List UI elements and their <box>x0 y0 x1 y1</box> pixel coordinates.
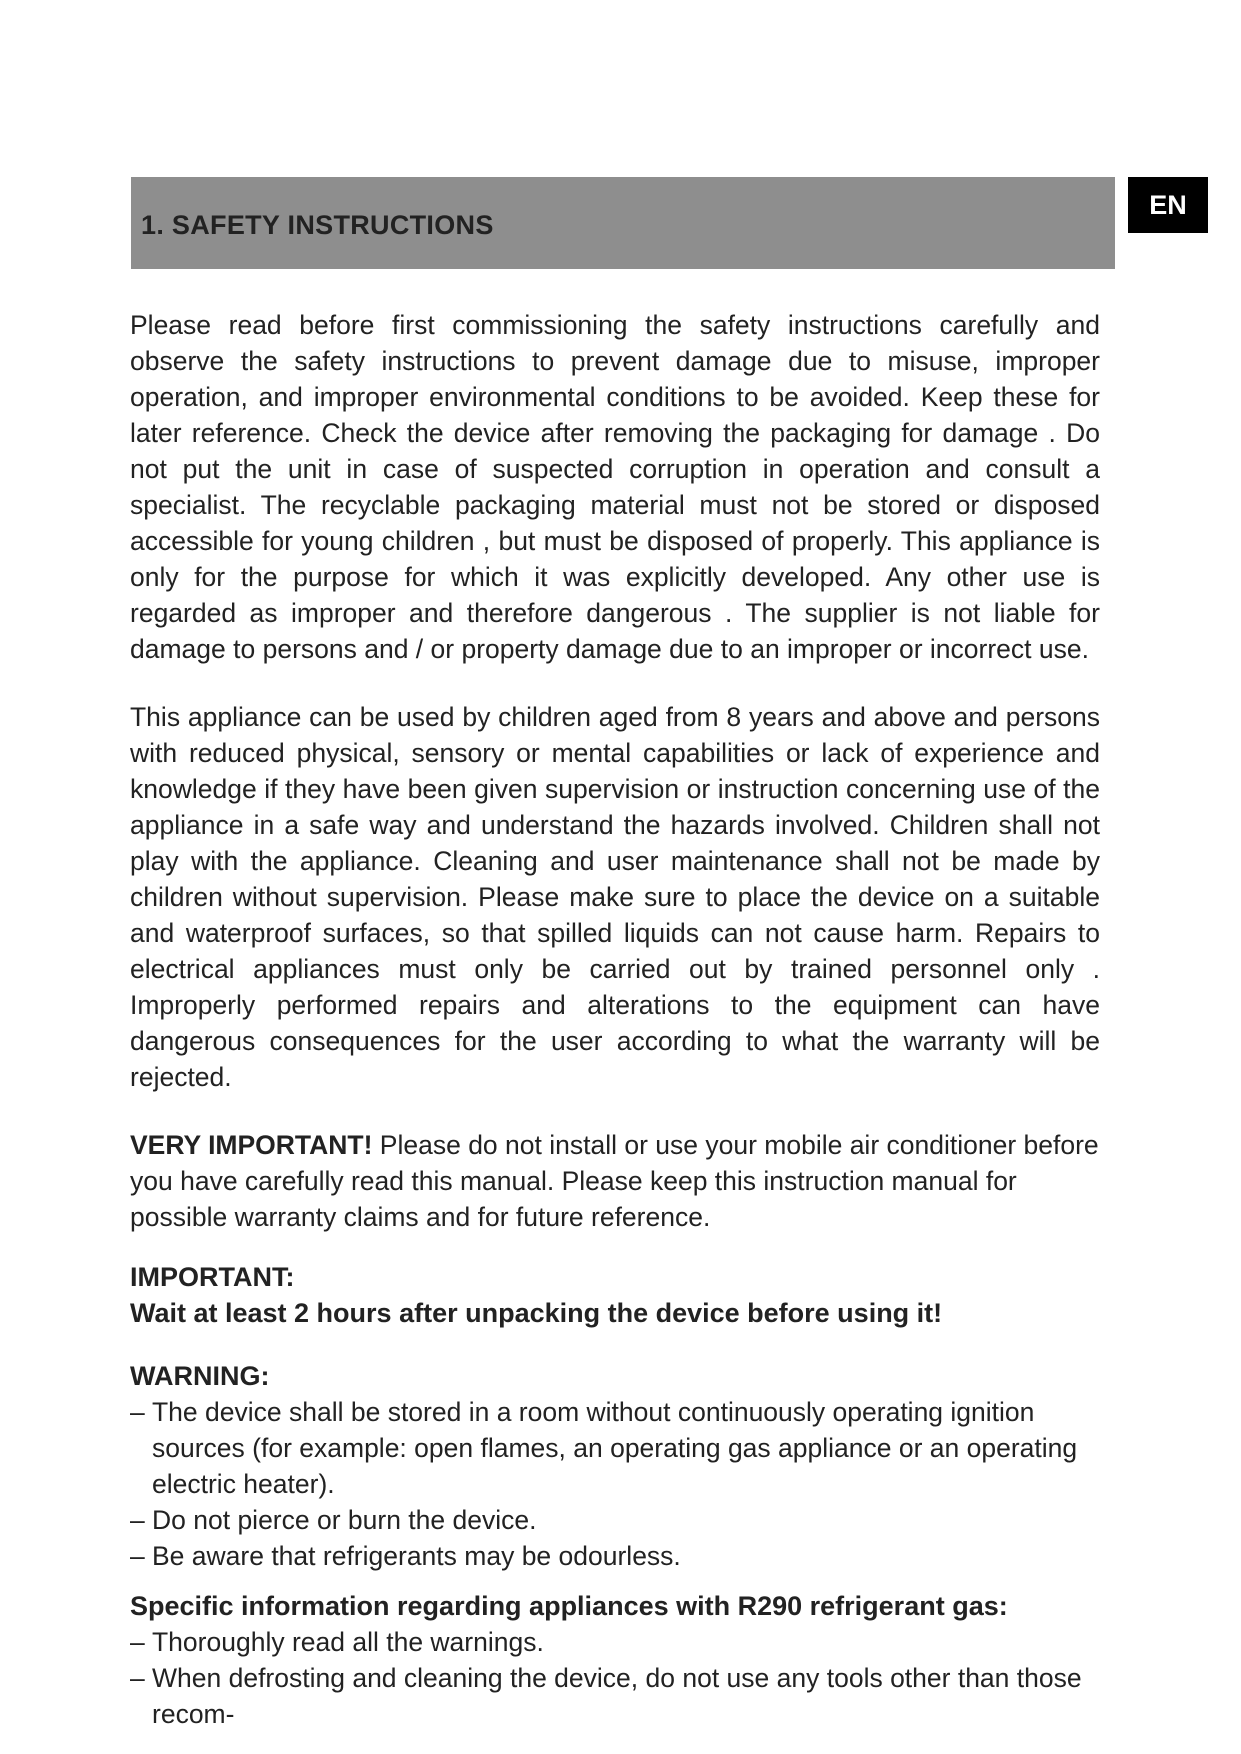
intro-paragraph: Please read before first commissioning the safety instructions carefully and observe the safety instructions to prevent damage due to misuse, improper operation, and improper environmental conditions to be avoided. Keep these for later reference. Check the device after removing the packaging for damage . Do not put the unit in case of suspected corruption in operation and consult a specialist. The recyclable packaging material must not be stored or disposed accessible for young children , but must be disposed of properly. This appliance is only for the purpose for which it was explicitly developed. Any other use is regarded as improper and therefore dangerous . The supplier is not liable for damage to persons and / or property damage due to an improper or incorrect use. <box>130 310 1100 664</box>
warning-block <box>130 1358 1100 1574</box>
r290-list <box>130 1624 1100 1732</box>
important-label: IMPORTANT: <box>130 1262 295 1292</box>
warning-label: WARNING: <box>130 1361 270 1391</box>
very-important-paragraph <box>130 1127 1100 1235</box>
r290-block <box>130 1588 1100 1732</box>
list-item: – When defrosting and cleaning the device, do not use any tools other than those recom- <box>130 1660 1100 1732</box>
list-item: – The device shall be stored in a room without continuously operating ignition sources (for example: open flames, an operating gas appliance or an operating electric heater). <box>130 1394 1100 1502</box>
document-body <box>130 307 1100 1732</box>
very-important-label: VERY IMPORTANT! <box>130 1130 373 1160</box>
list-item: – Do not pierce or burn the device. <box>130 1502 1100 1538</box>
children-paragraph: This appliance can be used by children aged from 8 years and above and persons with reduced physical, sensory or mental capabilities or lack of experience and knowledge if they have been given supervision or instruction concerning use of the appliance in a safe way and understand the hazards involved. Children shall not play with the appliance. Cleaning and user maintenance shall not be made by children without supervision. Please make sure to place the device on a suitable and waterproof surfaces, so that spilled liquids can not cause harm. Repairs to electrical appliances must only be carried out by trained personnel only . Improperly performed repairs and alterations to the equipment can have dangerous consequences for the user according to what the warranty will be rejected. <box>130 702 1100 1092</box>
important-block <box>130 1259 1100 1331</box>
section-header-bar <box>131 177 1115 269</box>
list-item: – Thoroughly read all the warnings. <box>130 1624 1100 1660</box>
section-title: 1. SAFETY INSTRUCTIONS <box>141 209 494 240</box>
list-item: – Be aware that refrigerants may be odourless. <box>130 1538 1100 1574</box>
very-important-text: Please do not install or use your mobile air conditioner before you have carefully read this manual. Please keep this instruction manual for possible warranty claims and for future reference. <box>130 1130 1099 1232</box>
r290-label: Specific information regarding appliances with R290 refrigerant gas: <box>130 1591 1008 1621</box>
language-tab: EN <box>1128 177 1208 233</box>
important-text: Wait at least 2 hours after unpacking the device before using it! <box>130 1298 943 1328</box>
warning-list <box>130 1394 1100 1574</box>
